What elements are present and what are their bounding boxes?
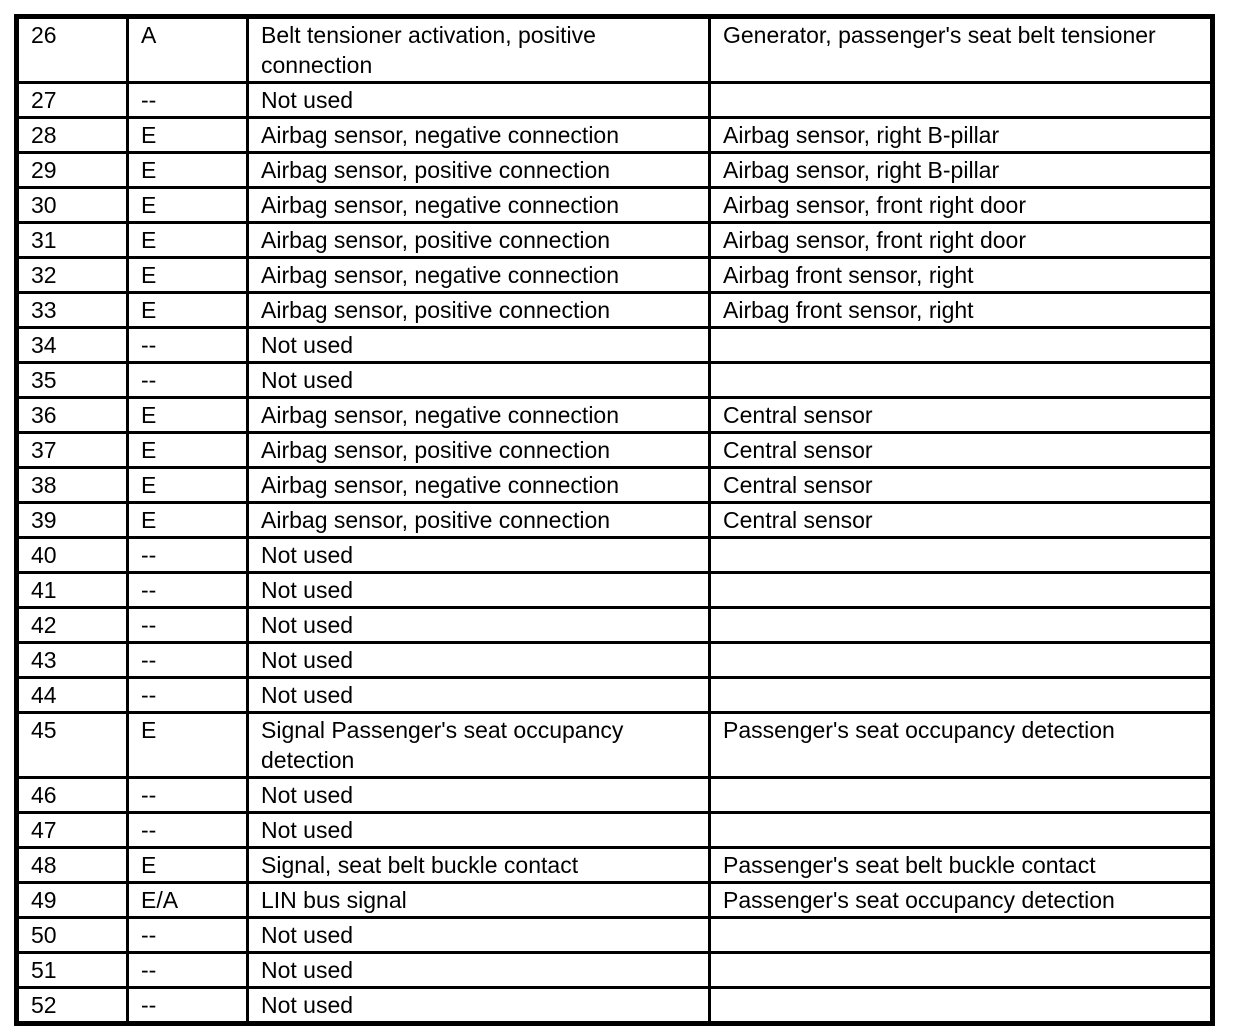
pin-cell: 42	[17, 608, 128, 643]
description-cell: Not used	[248, 988, 710, 1024]
table-row	[17, 223, 1213, 258]
pin-cell: 26	[17, 17, 128, 83]
table-row	[17, 188, 1213, 223]
type-cell: E	[128, 118, 248, 153]
description-cell: Belt tensioner activation, positive connection	[248, 17, 710, 83]
type-cell: E	[128, 153, 248, 188]
table-row	[17, 883, 1213, 918]
pin-cell: 41	[17, 573, 128, 608]
pin-cell: 29	[17, 153, 128, 188]
table-row	[17, 813, 1213, 848]
type-cell: --	[128, 538, 248, 573]
table-row	[17, 363, 1213, 398]
component-cell: Airbag sensor, front right door	[710, 188, 1213, 223]
component-cell	[710, 678, 1213, 713]
table-row	[17, 293, 1213, 328]
description-cell: Airbag sensor, positive connection	[248, 223, 710, 258]
table-row	[17, 848, 1213, 883]
description-cell: LIN bus signal	[248, 883, 710, 918]
description-cell: Airbag sensor, negative connection	[248, 398, 710, 433]
pin-cell: 40	[17, 538, 128, 573]
component-cell: Passenger's seat occupancy detection	[710, 883, 1213, 918]
type-cell: E	[128, 503, 248, 538]
table-row	[17, 778, 1213, 813]
component-cell	[710, 83, 1213, 118]
table-row	[17, 678, 1213, 713]
description-cell: Airbag sensor, negative connection	[248, 468, 710, 503]
type-cell: E	[128, 848, 248, 883]
description-cell: Not used	[248, 83, 710, 118]
component-cell	[710, 328, 1213, 363]
component-cell: Central sensor	[710, 468, 1213, 503]
component-cell	[710, 813, 1213, 848]
type-cell: --	[128, 813, 248, 848]
component-cell: Airbag sensor, right B-pillar	[710, 118, 1213, 153]
pin-cell: 43	[17, 643, 128, 678]
pin-cell: 47	[17, 813, 128, 848]
type-cell: E/A	[128, 883, 248, 918]
component-cell	[710, 918, 1213, 953]
component-cell: Airbag front sensor, right	[710, 293, 1213, 328]
type-cell: --	[128, 678, 248, 713]
table-row	[17, 17, 1213, 83]
description-cell: Airbag sensor, negative connection	[248, 258, 710, 293]
pin-cell: 36	[17, 398, 128, 433]
table-row	[17, 573, 1213, 608]
pin-cell: 38	[17, 468, 128, 503]
type-cell: E	[128, 223, 248, 258]
pin-cell: 34	[17, 328, 128, 363]
pin-cell: 32	[17, 258, 128, 293]
type-cell: A	[128, 17, 248, 83]
table-row	[17, 468, 1213, 503]
description-cell: Not used	[248, 953, 710, 988]
type-cell: E	[128, 398, 248, 433]
pin-cell: 50	[17, 918, 128, 953]
component-cell: Generator, passenger's seat belt tensioner	[710, 17, 1213, 83]
table-row	[17, 83, 1213, 118]
description-cell: Airbag sensor, positive connection	[248, 293, 710, 328]
type-cell: E	[128, 293, 248, 328]
description-cell: Not used	[248, 918, 710, 953]
type-cell: --	[128, 573, 248, 608]
table-row	[17, 643, 1213, 678]
pin-cell: 31	[17, 223, 128, 258]
description-cell: Signal, seat belt buckle contact	[248, 848, 710, 883]
type-cell: E	[128, 433, 248, 468]
pin-cell: 51	[17, 953, 128, 988]
type-cell: --	[128, 643, 248, 678]
table-row	[17, 608, 1213, 643]
pin-cell: 48	[17, 848, 128, 883]
type-cell: --	[128, 953, 248, 988]
description-cell: Not used	[248, 363, 710, 398]
pin-cell: 52	[17, 988, 128, 1024]
table-row	[17, 538, 1213, 573]
component-cell	[710, 363, 1213, 398]
component-cell: Central sensor	[710, 503, 1213, 538]
type-cell: --	[128, 918, 248, 953]
type-cell: E	[128, 468, 248, 503]
table-row	[17, 328, 1213, 363]
table-row	[17, 918, 1213, 953]
type-cell: --	[128, 608, 248, 643]
table-row	[17, 433, 1213, 468]
pin-cell: 44	[17, 678, 128, 713]
pin-cell: 28	[17, 118, 128, 153]
description-cell: Not used	[248, 778, 710, 813]
table-row	[17, 713, 1213, 778]
type-cell: --	[128, 328, 248, 363]
component-cell	[710, 988, 1213, 1024]
description-cell: Airbag sensor, positive connection	[248, 503, 710, 538]
component-cell	[710, 953, 1213, 988]
pin-cell: 46	[17, 778, 128, 813]
table-row	[17, 398, 1213, 433]
table-row	[17, 153, 1213, 188]
component-cell: Airbag sensor, front right door	[710, 223, 1213, 258]
pin-assignment-table	[14, 14, 1215, 1026]
description-cell: Not used	[248, 573, 710, 608]
description-cell: Not used	[248, 813, 710, 848]
pin-cell: 37	[17, 433, 128, 468]
table-row	[17, 953, 1213, 988]
description-cell: Not used	[248, 328, 710, 363]
component-cell	[710, 778, 1213, 813]
pin-cell: 39	[17, 503, 128, 538]
pin-table-body	[17, 17, 1213, 1024]
type-cell: --	[128, 778, 248, 813]
pin-cell: 45	[17, 713, 128, 778]
description-cell: Not used	[248, 643, 710, 678]
type-cell: --	[128, 363, 248, 398]
description-cell: Not used	[248, 608, 710, 643]
table-row	[17, 118, 1213, 153]
component-cell	[710, 608, 1213, 643]
component-cell	[710, 538, 1213, 573]
pin-cell: 27	[17, 83, 128, 118]
component-cell: Passenger's seat occupancy detection	[710, 713, 1213, 778]
pin-cell: 49	[17, 883, 128, 918]
component-cell: Central sensor	[710, 398, 1213, 433]
component-cell	[710, 573, 1213, 608]
type-cell: E	[128, 188, 248, 223]
type-cell: E	[128, 258, 248, 293]
description-cell: Airbag sensor, negative connection	[248, 188, 710, 223]
component-cell: Central sensor	[710, 433, 1213, 468]
type-cell: --	[128, 83, 248, 118]
component-cell: Airbag front sensor, right	[710, 258, 1213, 293]
pin-cell: 35	[17, 363, 128, 398]
component-cell: Passenger's seat belt buckle contact	[710, 848, 1213, 883]
description-cell: Airbag sensor, positive connection	[248, 153, 710, 188]
pin-cell: 33	[17, 293, 128, 328]
description-cell: Not used	[248, 678, 710, 713]
description-cell: Airbag sensor, negative connection	[248, 118, 710, 153]
type-cell: --	[128, 988, 248, 1024]
table-row	[17, 503, 1213, 538]
pin-cell: 30	[17, 188, 128, 223]
description-cell: Signal Passenger's seat occupancy detection	[248, 713, 710, 778]
component-cell	[710, 643, 1213, 678]
table-row	[17, 258, 1213, 293]
table-row	[17, 988, 1213, 1024]
component-cell: Airbag sensor, right B-pillar	[710, 153, 1213, 188]
description-cell: Not used	[248, 538, 710, 573]
type-cell: E	[128, 713, 248, 778]
description-cell: Airbag sensor, positive connection	[248, 433, 710, 468]
